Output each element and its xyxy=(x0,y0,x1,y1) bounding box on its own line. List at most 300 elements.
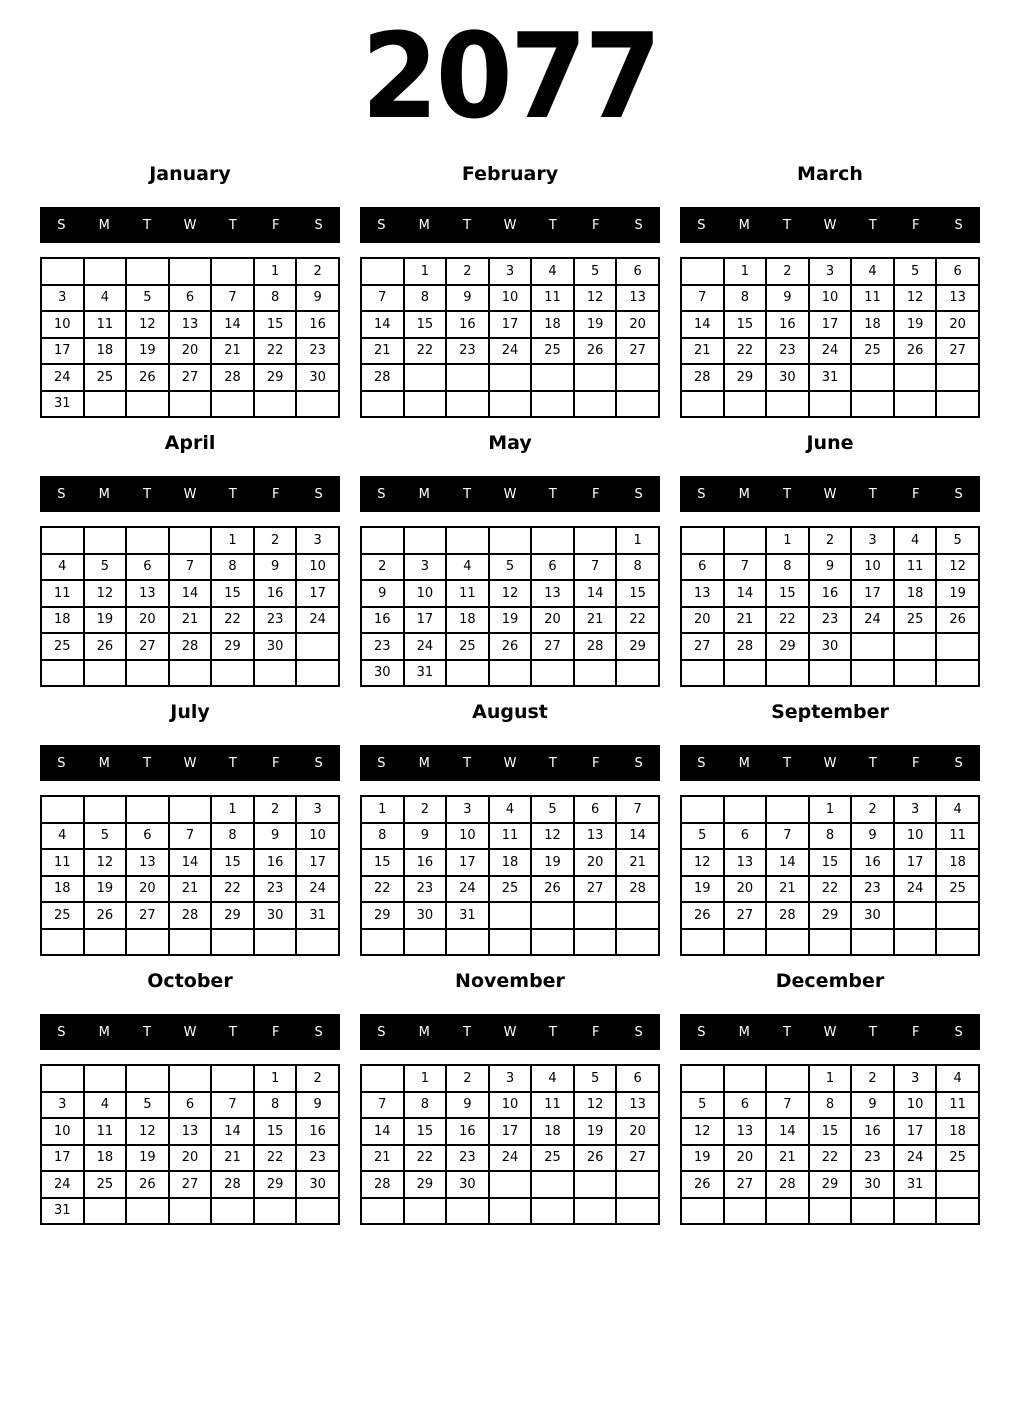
empty-day-cell xyxy=(169,1065,212,1092)
weekday-cell: S xyxy=(954,217,963,233)
empty-day-cell xyxy=(574,364,617,391)
day-cell: 5 xyxy=(84,823,127,850)
day-cell: 15 xyxy=(404,311,447,338)
day-cell: 6 xyxy=(169,285,212,312)
day-cell: 22 xyxy=(211,607,254,634)
weekday-header-row xyxy=(360,745,660,781)
empty-day-cell xyxy=(404,1198,447,1225)
day-cell: 25 xyxy=(936,876,979,903)
weekday-cell: F xyxy=(271,486,280,502)
day-cell: 23 xyxy=(446,338,489,365)
day-cell: 1 xyxy=(361,796,404,823)
weekday-cell: T xyxy=(548,217,557,233)
week-row xyxy=(41,929,339,956)
day-cell: 1 xyxy=(211,527,254,554)
weekday-cell: T xyxy=(783,217,792,233)
month-block-september xyxy=(680,702,980,956)
week-row xyxy=(41,660,339,687)
day-cell: 16 xyxy=(254,849,297,876)
empty-day-cell xyxy=(126,929,169,956)
day-cell: 5 xyxy=(489,554,532,581)
empty-day-cell xyxy=(574,902,617,929)
empty-day-cell xyxy=(361,929,404,956)
day-cell: 4 xyxy=(41,554,84,581)
day-cell: 1 xyxy=(616,527,659,554)
week-row xyxy=(361,1198,659,1225)
day-cell: 12 xyxy=(84,580,127,607)
day-cell: 28 xyxy=(361,364,404,391)
empty-day-cell xyxy=(41,258,84,285)
empty-day-cell xyxy=(446,364,489,391)
day-cell: 12 xyxy=(489,580,532,607)
empty-day-cell xyxy=(296,660,339,687)
week-row xyxy=(361,929,659,956)
day-cell: 19 xyxy=(894,311,937,338)
day-cell: 10 xyxy=(41,1118,84,1145)
day-cell: 17 xyxy=(404,607,447,634)
day-cell: 7 xyxy=(766,823,809,850)
day-cell: 14 xyxy=(361,1118,404,1145)
weekday-cell: F xyxy=(591,217,600,233)
day-cell: 4 xyxy=(851,258,894,285)
day-cell: 8 xyxy=(766,554,809,581)
empty-day-cell xyxy=(169,929,212,956)
weekday-cell: T xyxy=(868,217,877,233)
week-row xyxy=(681,285,979,312)
week-row xyxy=(361,554,659,581)
weekday-cell: S xyxy=(377,1024,386,1040)
empty-day-cell xyxy=(531,929,574,956)
day-cell: 6 xyxy=(169,1092,212,1119)
day-cell: 27 xyxy=(126,902,169,929)
empty-day-cell xyxy=(851,1198,894,1225)
day-cell: 24 xyxy=(809,338,852,365)
day-cell: 21 xyxy=(766,1145,809,1172)
day-cell: 9 xyxy=(296,1092,339,1119)
empty-day-cell xyxy=(211,1065,254,1092)
day-cell: 2 xyxy=(404,796,447,823)
week-row xyxy=(681,338,979,365)
day-cell: 27 xyxy=(724,1171,767,1198)
empty-day-cell xyxy=(169,1198,212,1225)
day-cell: 15 xyxy=(361,849,404,876)
empty-day-cell xyxy=(254,1198,297,1225)
day-cell: 3 xyxy=(894,796,937,823)
day-cell: 30 xyxy=(809,633,852,660)
day-cell: 7 xyxy=(724,554,767,581)
day-cell: 31 xyxy=(894,1171,937,1198)
empty-day-cell xyxy=(169,527,212,554)
week-row xyxy=(41,796,339,823)
day-cell: 30 xyxy=(296,364,339,391)
day-cell: 18 xyxy=(531,311,574,338)
calendar-table xyxy=(680,1064,980,1225)
day-cell: 27 xyxy=(126,633,169,660)
day-cell: 21 xyxy=(361,1145,404,1172)
day-cell: 5 xyxy=(531,796,574,823)
day-cell: 30 xyxy=(766,364,809,391)
day-cell: 16 xyxy=(296,311,339,338)
day-cell: 15 xyxy=(404,1118,447,1145)
day-cell: 5 xyxy=(681,823,724,850)
day-cell: 25 xyxy=(41,902,84,929)
empty-day-cell xyxy=(361,1198,404,1225)
day-cell: 29 xyxy=(211,902,254,929)
day-cell: 1 xyxy=(809,796,852,823)
day-cell: 14 xyxy=(169,849,212,876)
weekday-cell: T xyxy=(548,486,557,502)
day-cell: 22 xyxy=(404,1145,447,1172)
empty-day-cell xyxy=(84,796,127,823)
day-cell: 15 xyxy=(211,849,254,876)
day-cell: 31 xyxy=(41,1198,84,1225)
month-title: March xyxy=(797,163,863,185)
day-cell: 4 xyxy=(894,527,937,554)
day-cell: 30 xyxy=(361,660,404,687)
day-cell: 15 xyxy=(254,311,297,338)
day-cell: 10 xyxy=(41,311,84,338)
day-cell: 25 xyxy=(446,633,489,660)
empty-day-cell xyxy=(681,527,724,554)
day-cell: 19 xyxy=(681,1145,724,1172)
day-cell: 9 xyxy=(404,823,447,850)
day-cell: 17 xyxy=(41,1145,84,1172)
day-cell: 2 xyxy=(851,1065,894,1092)
day-cell: 17 xyxy=(894,849,937,876)
day-cell: 3 xyxy=(41,1092,84,1119)
day-cell: 10 xyxy=(446,823,489,850)
week-row xyxy=(681,391,979,418)
empty-day-cell xyxy=(84,929,127,956)
empty-day-cell xyxy=(681,660,724,687)
week-row xyxy=(41,338,339,365)
day-cell: 15 xyxy=(809,849,852,876)
month-title: August xyxy=(472,701,548,723)
day-cell: 2 xyxy=(254,527,297,554)
day-cell: 24 xyxy=(851,607,894,634)
week-row xyxy=(681,1065,979,1092)
day-cell: 26 xyxy=(84,902,127,929)
empty-day-cell xyxy=(169,258,212,285)
empty-day-cell xyxy=(84,391,127,418)
empty-day-cell xyxy=(446,527,489,554)
day-cell: 10 xyxy=(894,1092,937,1119)
weekday-cell: M xyxy=(98,1024,110,1040)
day-cell: 13 xyxy=(724,849,767,876)
day-cell: 10 xyxy=(809,285,852,312)
weekday-cell: T xyxy=(783,1024,792,1040)
day-cell: 3 xyxy=(809,258,852,285)
weekday-cell: T xyxy=(463,217,472,233)
day-cell: 3 xyxy=(41,285,84,312)
day-cell: 11 xyxy=(531,1092,574,1119)
day-cell: 5 xyxy=(84,554,127,581)
weekday-cell: T xyxy=(463,486,472,502)
empty-day-cell xyxy=(681,796,724,823)
week-row xyxy=(41,823,339,850)
day-cell: 3 xyxy=(489,258,532,285)
week-row xyxy=(41,311,339,338)
empty-day-cell xyxy=(766,796,809,823)
weekday-cell: W xyxy=(503,486,517,502)
weekday-cell: T xyxy=(548,1024,557,1040)
empty-day-cell xyxy=(489,660,532,687)
day-cell: 13 xyxy=(724,1118,767,1145)
day-cell: 5 xyxy=(574,258,617,285)
weekday-header-row xyxy=(40,476,340,512)
day-cell: 20 xyxy=(616,1118,659,1145)
empty-day-cell xyxy=(809,1198,852,1225)
day-cell: 26 xyxy=(574,1145,617,1172)
empty-day-cell xyxy=(489,527,532,554)
year-title: 2077 xyxy=(361,7,659,145)
weekday-cell: T xyxy=(143,486,152,502)
calendar-table xyxy=(40,526,340,687)
week-row xyxy=(41,391,339,418)
month-title: November xyxy=(455,970,565,992)
day-cell: 27 xyxy=(724,902,767,929)
week-row xyxy=(361,285,659,312)
week-row xyxy=(361,258,659,285)
weekday-cell: W xyxy=(503,1024,517,1040)
day-cell: 20 xyxy=(169,1145,212,1172)
week-row xyxy=(41,1198,339,1225)
month-title: September xyxy=(771,701,889,723)
day-cell: 13 xyxy=(936,285,979,312)
day-cell: 15 xyxy=(809,1118,852,1145)
day-cell: 9 xyxy=(446,1092,489,1119)
day-cell: 28 xyxy=(766,902,809,929)
day-cell: 18 xyxy=(446,607,489,634)
empty-day-cell xyxy=(766,1198,809,1225)
empty-day-cell xyxy=(361,1065,404,1092)
day-cell: 19 xyxy=(531,849,574,876)
day-cell: 17 xyxy=(851,580,894,607)
weekday-cell: F xyxy=(911,1024,920,1040)
day-cell: 21 xyxy=(169,876,212,903)
day-cell: 4 xyxy=(446,554,489,581)
weekday-header-row xyxy=(680,207,980,243)
weekday-cell: W xyxy=(183,217,197,233)
day-cell: 25 xyxy=(851,338,894,365)
weekday-cell: T xyxy=(548,755,557,771)
day-cell: 26 xyxy=(126,364,169,391)
day-cell: 6 xyxy=(681,554,724,581)
day-cell: 7 xyxy=(616,796,659,823)
day-cell: 27 xyxy=(574,876,617,903)
calendar-table xyxy=(40,795,340,956)
empty-day-cell xyxy=(446,660,489,687)
empty-day-cell xyxy=(489,364,532,391)
day-cell: 26 xyxy=(936,607,979,634)
day-cell: 14 xyxy=(361,311,404,338)
month-title: February xyxy=(461,163,559,185)
day-cell: 17 xyxy=(489,311,532,338)
day-cell: 2 xyxy=(851,796,894,823)
day-cell: 17 xyxy=(446,849,489,876)
weekday-cell: S xyxy=(697,486,706,502)
week-row xyxy=(681,258,979,285)
weekday-cell: F xyxy=(271,217,280,233)
empty-day-cell xyxy=(681,929,724,956)
day-cell: 7 xyxy=(574,554,617,581)
weekday-cell: F xyxy=(591,486,600,502)
weekday-cell: S xyxy=(377,217,386,233)
empty-day-cell xyxy=(894,1198,937,1225)
day-cell: 8 xyxy=(809,1092,852,1119)
empty-day-cell xyxy=(41,929,84,956)
week-row xyxy=(681,554,979,581)
day-cell: 6 xyxy=(724,1092,767,1119)
day-cell: 11 xyxy=(936,1092,979,1119)
weekday-cell: F xyxy=(911,486,920,502)
empty-day-cell xyxy=(936,660,979,687)
empty-day-cell xyxy=(809,929,852,956)
weekday-cell: S xyxy=(377,486,386,502)
week-row xyxy=(681,1092,979,1119)
day-cell: 24 xyxy=(894,1145,937,1172)
day-cell: 10 xyxy=(296,554,339,581)
day-cell: 7 xyxy=(211,285,254,312)
day-cell: 5 xyxy=(681,1092,724,1119)
day-cell: 3 xyxy=(851,527,894,554)
empty-day-cell xyxy=(531,364,574,391)
day-cell: 27 xyxy=(936,338,979,365)
day-cell: 26 xyxy=(574,338,617,365)
weekday-cell: S xyxy=(314,217,323,233)
week-row xyxy=(681,633,979,660)
empty-day-cell xyxy=(766,660,809,687)
weekday-cell: M xyxy=(418,1024,430,1040)
day-cell: 26 xyxy=(489,633,532,660)
empty-day-cell xyxy=(446,1198,489,1225)
empty-day-cell xyxy=(894,364,937,391)
day-cell: 31 xyxy=(446,902,489,929)
day-cell: 17 xyxy=(41,338,84,365)
weekday-cell: S xyxy=(697,217,706,233)
empty-day-cell xyxy=(574,1171,617,1198)
weekday-cell: W xyxy=(823,755,837,771)
day-cell: 20 xyxy=(126,607,169,634)
day-cell: 24 xyxy=(489,1145,532,1172)
weekday-header-row xyxy=(40,1014,340,1050)
month-block-july xyxy=(40,702,340,956)
day-cell: 4 xyxy=(531,258,574,285)
day-cell: 25 xyxy=(936,1145,979,1172)
weekday-header-row xyxy=(360,476,660,512)
day-cell: 9 xyxy=(851,823,894,850)
day-cell: 15 xyxy=(211,580,254,607)
week-row xyxy=(41,527,339,554)
day-cell: 3 xyxy=(489,1065,532,1092)
empty-day-cell xyxy=(41,1065,84,1092)
day-cell: 8 xyxy=(404,1092,447,1119)
weekday-cell: T xyxy=(868,755,877,771)
week-row xyxy=(681,660,979,687)
empty-day-cell xyxy=(169,660,212,687)
day-cell: 27 xyxy=(681,633,724,660)
day-cell: 11 xyxy=(531,285,574,312)
week-row xyxy=(41,1092,339,1119)
empty-day-cell xyxy=(41,527,84,554)
day-cell: 27 xyxy=(616,338,659,365)
day-cell: 11 xyxy=(936,823,979,850)
calendar-table xyxy=(680,795,980,956)
weekday-cell: S xyxy=(954,755,963,771)
day-cell: 31 xyxy=(809,364,852,391)
day-cell: 23 xyxy=(766,338,809,365)
day-cell: 12 xyxy=(574,285,617,312)
empty-day-cell xyxy=(766,391,809,418)
day-cell: 4 xyxy=(84,1092,127,1119)
day-cell: 25 xyxy=(84,1171,127,1198)
week-row xyxy=(361,849,659,876)
day-cell: 2 xyxy=(296,258,339,285)
day-cell: 4 xyxy=(41,823,84,850)
day-cell: 16 xyxy=(446,1118,489,1145)
day-cell: 24 xyxy=(41,364,84,391)
day-cell: 19 xyxy=(84,607,127,634)
empty-day-cell xyxy=(724,660,767,687)
day-cell: 7 xyxy=(169,823,212,850)
week-row xyxy=(681,902,979,929)
week-row xyxy=(361,1145,659,1172)
empty-day-cell xyxy=(616,660,659,687)
weekday-cell: M xyxy=(738,486,750,502)
day-cell: 9 xyxy=(361,580,404,607)
day-cell: 26 xyxy=(531,876,574,903)
day-cell: 23 xyxy=(851,1145,894,1172)
week-row xyxy=(361,796,659,823)
empty-day-cell xyxy=(724,796,767,823)
day-cell: 20 xyxy=(531,607,574,634)
empty-day-cell xyxy=(489,902,532,929)
day-cell: 29 xyxy=(724,364,767,391)
month-title: December xyxy=(775,970,885,992)
empty-day-cell xyxy=(404,364,447,391)
day-cell: 18 xyxy=(84,1145,127,1172)
empty-day-cell xyxy=(724,929,767,956)
empty-day-cell xyxy=(766,1065,809,1092)
day-cell: 13 xyxy=(616,285,659,312)
day-cell: 22 xyxy=(724,338,767,365)
day-cell: 1 xyxy=(724,258,767,285)
week-row xyxy=(361,1118,659,1145)
empty-day-cell xyxy=(936,1171,979,1198)
empty-day-cell xyxy=(126,660,169,687)
weekday-cell: T xyxy=(868,486,877,502)
empty-day-cell xyxy=(766,929,809,956)
day-cell: 18 xyxy=(489,849,532,876)
day-cell: 1 xyxy=(809,1065,852,1092)
month-title: January xyxy=(149,163,231,185)
month-block-february xyxy=(360,164,660,418)
weekday-cell: M xyxy=(738,1024,750,1040)
day-cell: 14 xyxy=(766,849,809,876)
week-row xyxy=(361,364,659,391)
day-cell: 8 xyxy=(724,285,767,312)
week-row xyxy=(361,633,659,660)
day-cell: 16 xyxy=(809,580,852,607)
day-cell: 17 xyxy=(296,849,339,876)
weekday-cell: F xyxy=(591,755,600,771)
weekday-cell: W xyxy=(823,1024,837,1040)
calendar-table xyxy=(40,1064,340,1225)
day-cell: 1 xyxy=(254,258,297,285)
empty-day-cell xyxy=(84,527,127,554)
empty-day-cell xyxy=(574,391,617,418)
week-row xyxy=(41,580,339,607)
